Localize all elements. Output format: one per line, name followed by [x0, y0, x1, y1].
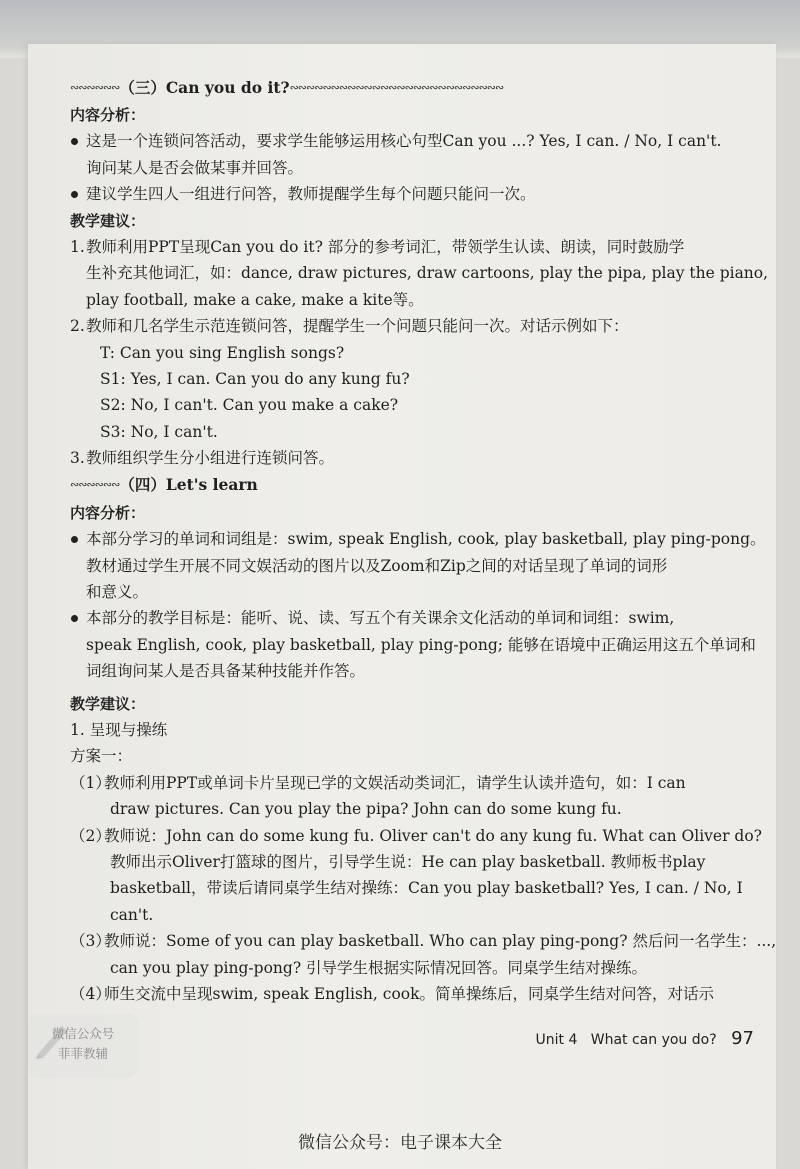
page-footer — [536, 1028, 754, 1049]
plan-label: 方案一： — [70, 747, 133, 766]
text-line: 教师说：John can do some kung fu. Oliver can't do any kung fu. What can Oliver do? — [104, 826, 762, 845]
analysis-label: 内容分析： — [70, 503, 146, 522]
section-3-heading — [70, 74, 760, 102]
item-number: （2） — [70, 826, 111, 845]
dialogue-line: S2: No, I can't. Can you make a cake? — [100, 396, 399, 415]
page-content — [70, 74, 777, 1007]
footer-title: What can you do? — [590, 1032, 717, 1048]
text-line: 师生交流中呈现swim, speak English, cook。简单操练后，同桌学生结对问答，对话示 — [104, 985, 715, 1003]
plan-item — [70, 770, 760, 796]
wave-ornament: ∾∾∾∾∾∾ — [70, 80, 120, 94]
text-line: 教师利用PPT呈现Can you do it? 部分的参考词汇，带领学生认读、朗读，同时鼓励学 — [86, 238, 685, 257]
watermark-text: 菲菲教辅 — [57, 1046, 108, 1061]
item-number: 1. — [70, 238, 85, 257]
text-line: 教师和几名学生示范连锁问答，提醒学生一个问题只能问一次。对话示例如下： — [86, 317, 629, 336]
wave-ornament: ∾∾∾∾∾∾ — [70, 478, 120, 492]
pen-icon — [32, 1020, 72, 1060]
item-number: （1） — [70, 773, 111, 792]
text-line: can you play ping-pong? 引导学生根据实际情况回答。同桌学生结对操练。 — [110, 958, 648, 977]
text-line: 这是一个连锁问答活动，要求学生能够运用核心句型Can you ...? Yes, I can. / No, I can't. — [86, 132, 722, 151]
bullet-item — [70, 526, 766, 605]
text-line: can't. — [110, 905, 154, 924]
book-page — [28, 44, 776, 1169]
item-number: 2. — [70, 317, 85, 336]
text-line: basketball，带读后请同桌学生结对操练：Can you play basketball? Yes, I can. / No, I — [110, 879, 743, 898]
analysis-label: 内容分析： — [70, 106, 146, 124]
plan-item — [70, 981, 760, 1007]
text-line: 教师出示Oliver打篮球的图片，引导学生说：He can play basketball. 教师板书play — [110, 852, 706, 871]
text-line: 教师利用PPT或单词卡片呈现已学的文娱活动类词汇，请学生认读并造句，如：I can — [104, 773, 686, 792]
bullet-item — [70, 181, 760, 207]
watermark-badge — [28, 1014, 138, 1078]
item-number: （3） — [70, 932, 111, 951]
text-line: 教师说：Some of you can play basketball. Who can play ping-pong? 然后问一名学生：..., — [104, 932, 777, 951]
dialogue-line: S3: No, I can't. — [100, 422, 218, 441]
dialogue-line: S1: Yes, I can. Can you do any kung fu? — [100, 370, 410, 389]
section-4-title: （四）Let's learn — [119, 475, 258, 495]
plan-item — [70, 823, 760, 849]
text-line: 本部分的教学目标是：能听、说、读、写五个有关课余文化活动的单词和词组：swim, — [86, 609, 675, 628]
text-line: 和意义。 — [86, 582, 149, 601]
subsection-title: 1. 呈现与操练 — [70, 720, 168, 739]
text-line: 生补充其他词汇，如：dance, draw pictures, draw cartoons, play the pipa, play the piano, — [86, 264, 769, 283]
text-line: 教材通过学生开展不同文娱活动的图片以及Zoom和Zip之间的对话呈现了单词的词形 — [86, 556, 668, 575]
numbered-item — [70, 445, 760, 471]
text-line: speak English, cook, play basketball, play ping-pong; 能够在语境中正确运用这五个单词和 — [86, 635, 756, 654]
footer-unit: Unit 4 — [535, 1032, 578, 1048]
bullet-item — [70, 605, 760, 684]
numbered-item — [70, 234, 760, 260]
plan-item — [70, 928, 777, 954]
numbered-item — [70, 313, 760, 339]
text-line: 词组询问某人是否具备某种技能并作答。 — [86, 662, 366, 681]
wave-ornament: ∾∾∾∾∾∾∾∾∾∾∾∾∾∾∾∾∾∾∾∾∾∾∾∾∾∾ — [289, 80, 504, 94]
suggestion-label: 教学建议： — [70, 694, 146, 713]
suggestion-label: 教学建议： — [70, 211, 146, 230]
text-line: 本部分学习的单词和词组是：swim, speak English, cook, play basketball, play ping-pong。 — [86, 530, 766, 549]
page-number: 97 — [731, 1028, 754, 1049]
text-line: draw pictures. Can you play the pipa? John can do some kung fu. — [110, 800, 622, 819]
watermark-text: 微信公众号 — [51, 1026, 115, 1041]
section-3-title: （三）Can you do it? — [119, 77, 290, 97]
text-line: 询问某人是否会做某事并回答。 — [86, 158, 304, 177]
item-number: （4） — [70, 985, 111, 1003]
text-line: 建议学生四人一组进行问答，教师提醒学生每个问题只能问一次。 — [86, 185, 536, 204]
dialogue-line: T: Can you sing English songs? — [100, 343, 345, 362]
bullet-item — [70, 128, 760, 181]
item-number: 3. — [70, 449, 85, 468]
credit-text: 微信公众号：电子课本大全 — [298, 1133, 502, 1153]
text-line: play football, make a cake, make a kite等。 — [86, 290, 424, 309]
text-line: 教师组织学生分小组进行连锁问答。 — [86, 449, 335, 468]
section-4-heading — [70, 472, 760, 500]
